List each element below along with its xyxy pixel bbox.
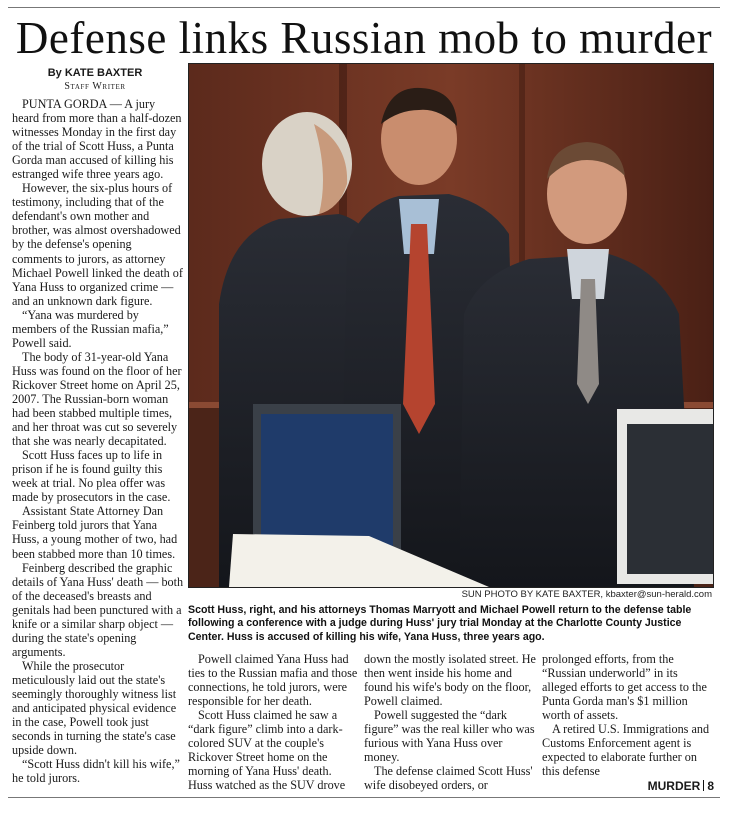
jump-label: MURDER xyxy=(647,779,701,793)
gray-tie xyxy=(577,279,599,404)
paragraph: “Yana was murdered by members of the Russian mafia,” Powell said. xyxy=(12,307,169,350)
news-photo xyxy=(188,63,714,588)
courtroom-photo-illustration xyxy=(189,64,713,587)
jump-page: 8 xyxy=(707,779,714,793)
paragraph: “Scott Huss didn't kill his wife,” he told jurors. xyxy=(12,757,180,786)
paragraph: down the mostly isolated street. He then went inside his home and found his wife's body on the floor, Powell claimed. xyxy=(364,652,536,709)
photo-credit: SUN PHOTO BY KATE BAXTER, kbaxter@sun-herald.com xyxy=(461,589,712,600)
paragraph: Powell claimed Yana Huss had ties to the Russian mafia and those connections, he told jurors, were responsible for her death. xyxy=(188,652,358,709)
top-rule xyxy=(8,7,720,8)
paragraph: Feinberg described the graphic details of Yana Huss' death — both of the deceased's breasts and genitals had been punctured with a knife or a similar sharp object — during the state's opening arguments. xyxy=(12,560,184,659)
byline-role: Staff Writer xyxy=(64,81,126,92)
paragraph: While the prosecutor meticulously laid out the state's seemingly thoroughly witness list and anticipated physical evidence in the case, Powell took just seconds in turning the state's case upside down. xyxy=(12,658,177,758)
column-1 xyxy=(12,97,184,785)
byline-name: By KATE BAXTER xyxy=(47,67,143,79)
byline xyxy=(8,66,182,93)
paragraph: prolonged efforts, from the “Russian underworld” in its alleged efforts to get access to the Punta Gorda man's $1 million worth of assets. xyxy=(542,652,707,723)
paragraph: The body of 31-year-old Yana Huss was found on the floor of her Rickover Street home on April 25, 2007. The Russian-born woman had been stabbed multiple times, and her throat was cut so severely that she was nearly decapitated. xyxy=(12,349,182,449)
jump-divider xyxy=(703,780,704,791)
jump-reference[interactable] xyxy=(648,779,714,793)
paragraph: The defense claimed Scott Huss' wife disobeyed orders, or xyxy=(364,764,533,793)
photo-caption: Scott Huss, right, and his attorneys Thomas Marryott and Michael Powell return to the defense table following a conference with a judge during Huss' jury trial Monday at the Charlotte County Justice Center. Huss is accused of killing his wife, Yana Huss, three years ago. xyxy=(188,604,692,643)
paragraph: Assistant State Attorney Dan Feinberg told jurors that Yana Huss, a young mother of two, had been stabbed more than 10 times. xyxy=(12,504,178,561)
column-4 xyxy=(542,652,714,778)
paragraph: Scott Huss faces up to life in prison if he is found guilty this week at trial. No plea offer was made by prosecutors in the case. xyxy=(12,448,171,505)
paragraph: Scott Huss claimed he saw a “dark figure” climb into a dark-colored SUV at the couple's Rickover Street home on the morning of Yana Huss' death. Huss watched as the SUV drove xyxy=(188,708,346,793)
paragraph: PUNTA GORDA — A jury heard from more than a half-dozen witnesses Monday in the first day of the trial of Scott Huss, a Punta Gorda man accused of killing his estranged wife three years ago. xyxy=(12,97,182,182)
bottom-rule xyxy=(8,797,720,798)
column-2 xyxy=(188,652,359,792)
paragraph: A retired U.S. Immigrations and Customs Enforcement agent is expected to elaborate further on this defense xyxy=(542,722,710,779)
column-3 xyxy=(364,652,536,792)
paragraph: Powell suggested the “dark figure” was the real killer who was furious with Yana Huss over money. xyxy=(364,708,535,765)
headline: Defense links Russian mob to murder xyxy=(15,13,713,63)
paragraph: However, the six-plus hours of testimony, including that of the defendant's own mother and brother, was almost overshadowed by the defense's opening comments to jurors, as attorney Michael Powell linked the death of Yana Huss to organized crime — and an unknown dark figure. xyxy=(12,181,183,308)
